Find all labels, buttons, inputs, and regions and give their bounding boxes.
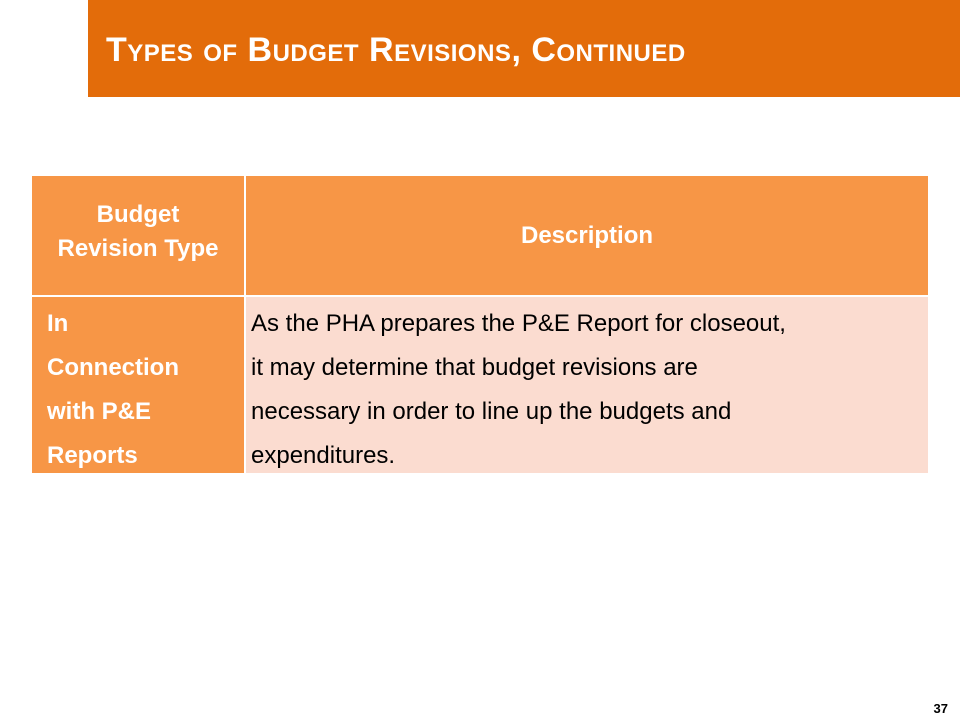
row-description-line: it may determine that budget revisions are bbox=[251, 354, 698, 381]
budget-revision-table bbox=[32, 176, 928, 473]
slide-title: Types of Budget Revisions, Continued bbox=[106, 31, 686, 69]
row-type-line: with P&E bbox=[47, 398, 152, 425]
row-description-line: As the PHA prepares the P&E Report for closeout, bbox=[251, 310, 786, 337]
header-description: Description bbox=[246, 176, 928, 295]
row-type-cell bbox=[32, 297, 244, 473]
row-description-line: necessary in order to line up the budgets and bbox=[251, 398, 732, 425]
header-budget-revision-type bbox=[32, 176, 244, 295]
row-type-line: In bbox=[47, 310, 69, 337]
header-type-line-2: Revision Type bbox=[57, 235, 219, 262]
row-description-cell bbox=[246, 297, 928, 473]
row-type-line: Connection bbox=[47, 354, 179, 381]
title-bar bbox=[88, 0, 960, 97]
row-description-line: expenditures. bbox=[251, 442, 396, 469]
row-type-line: Reports bbox=[47, 442, 138, 469]
page-number: 37 bbox=[933, 701, 948, 716]
header-type-line-1: Budget bbox=[96, 201, 180, 228]
